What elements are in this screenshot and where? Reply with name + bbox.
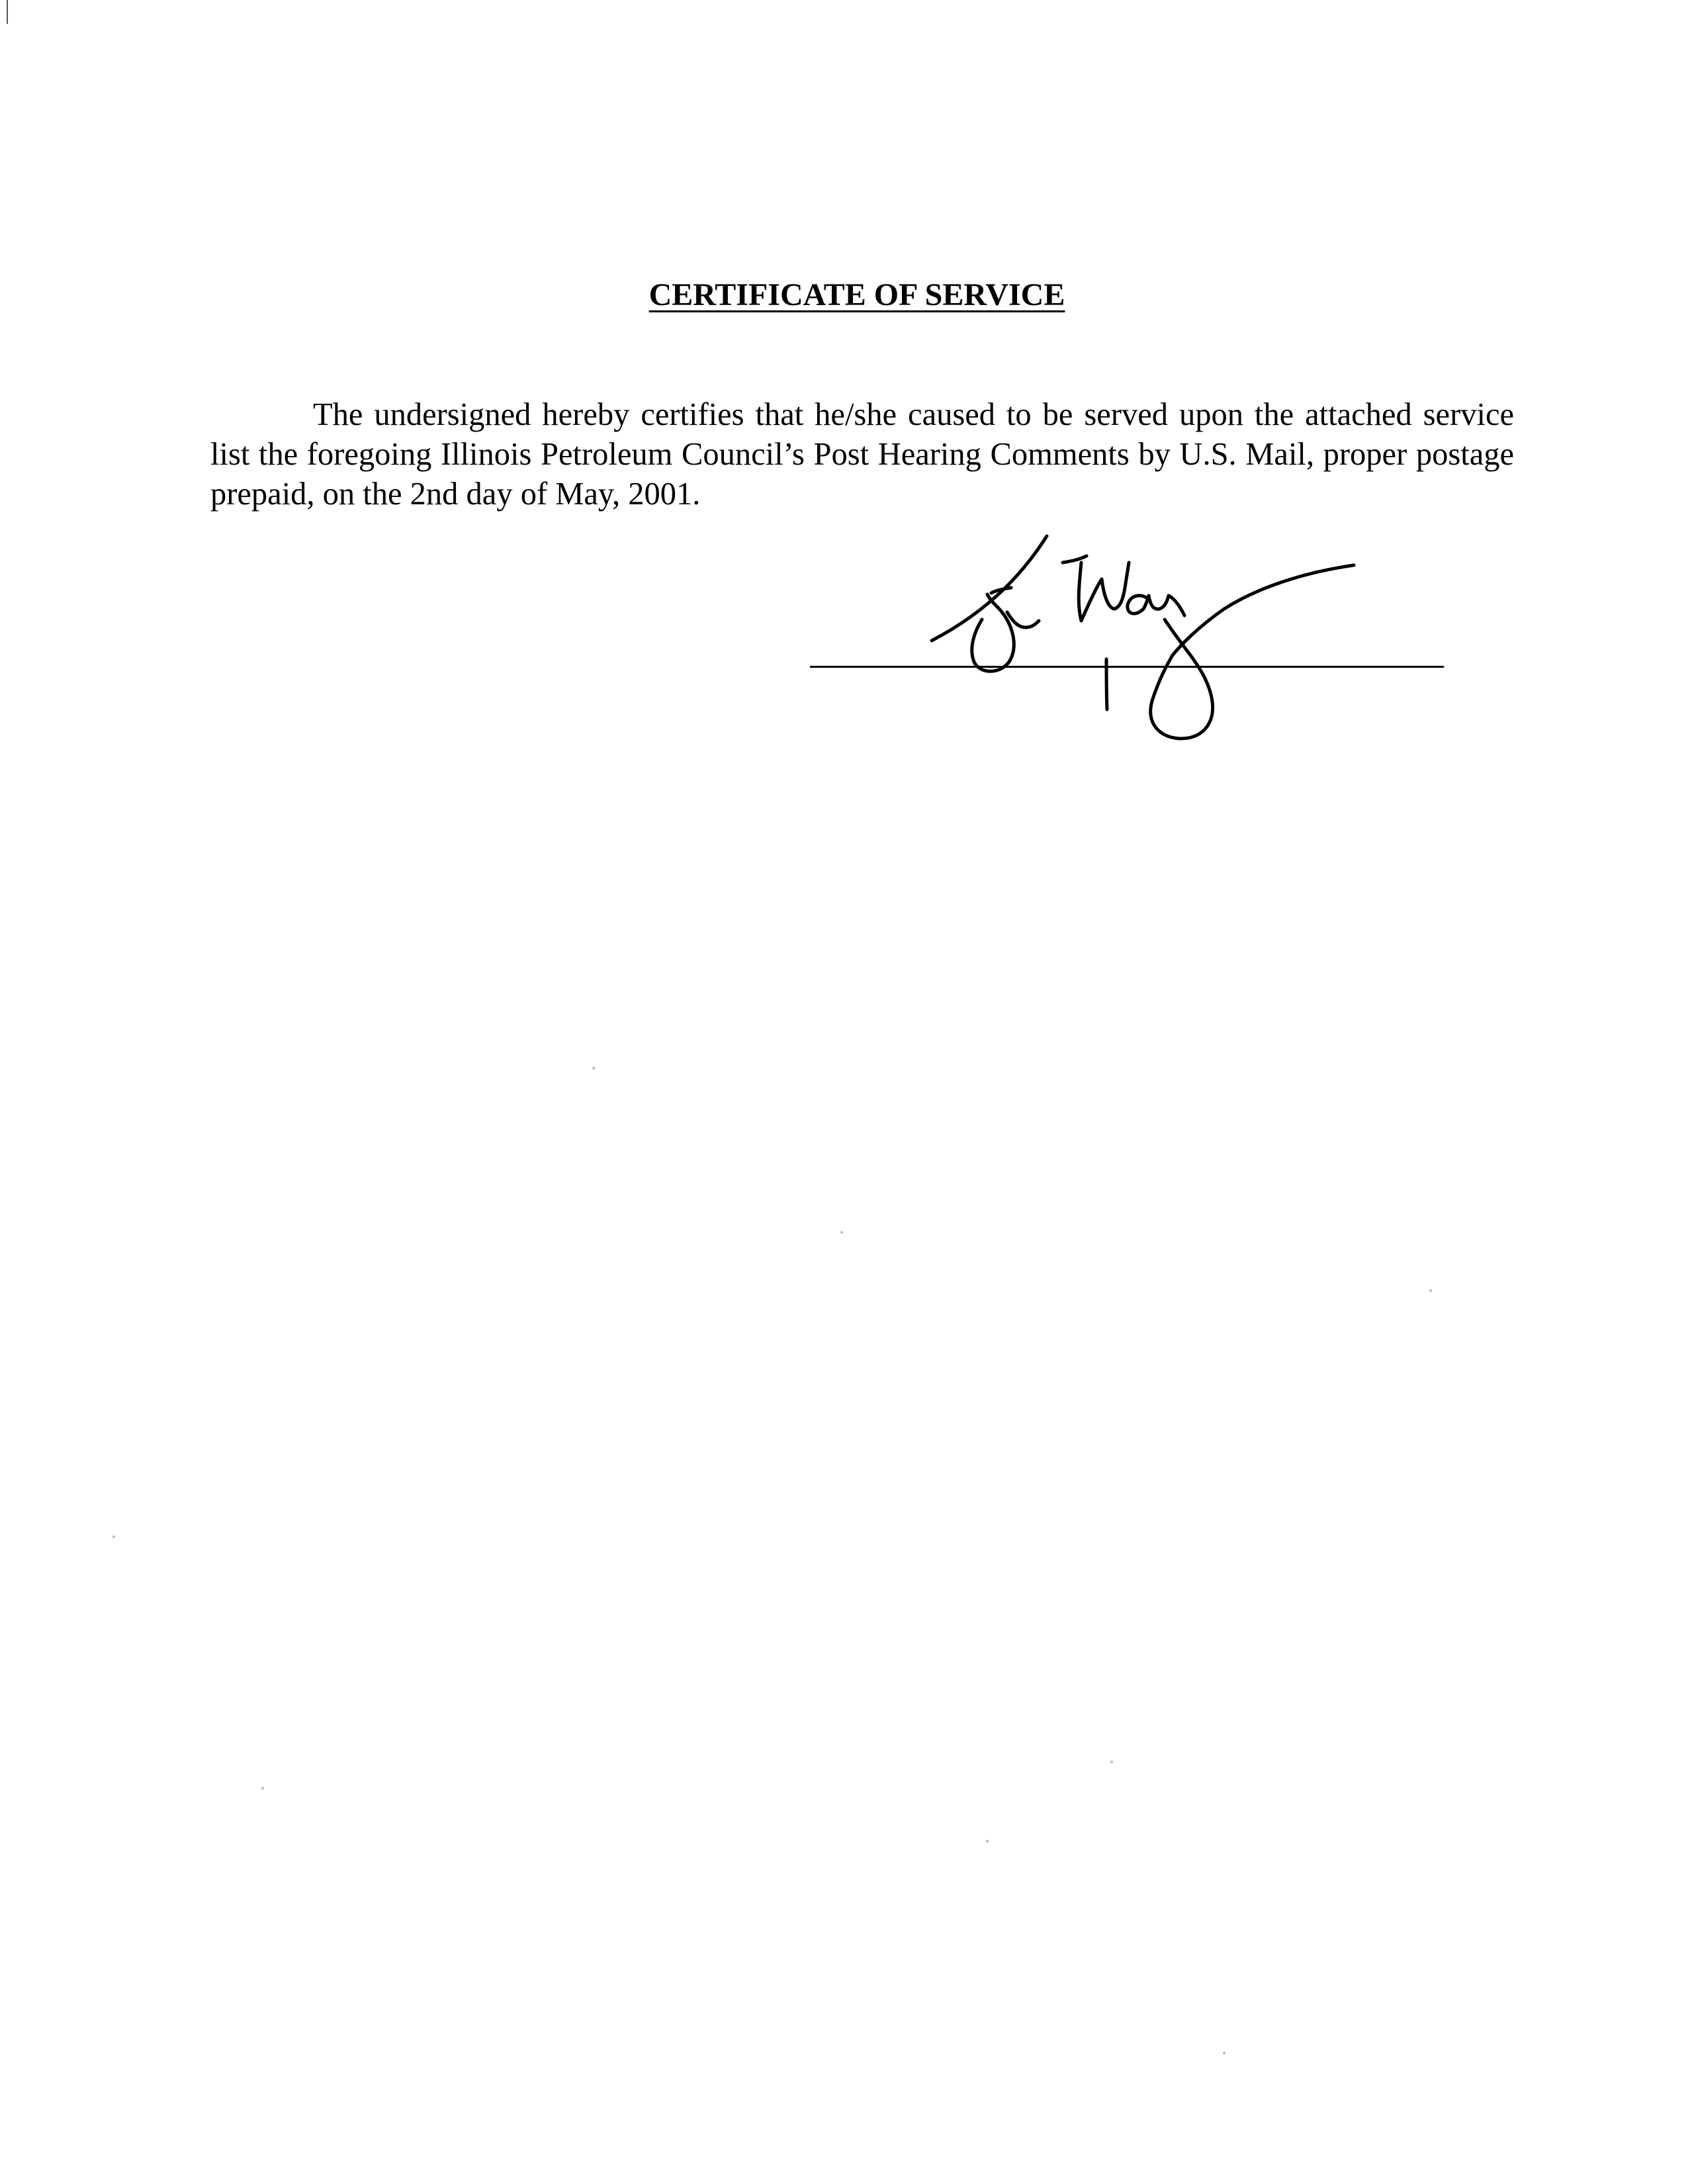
scan-speck	[261, 1787, 264, 1790]
scan-speck	[986, 1840, 989, 1843]
certificate-title: CERTIFICATE OF SERVICE	[648, 277, 1065, 312]
scan-speck	[1223, 2052, 1226, 2054]
scan-margin-mark	[7, 0, 8, 24]
scan-speck	[112, 1535, 115, 1538]
scan-speck	[1110, 1760, 1113, 1763]
scan-speck	[1429, 1289, 1432, 1292]
handwritten-signature	[913, 516, 1390, 768]
scan-speck	[840, 1231, 843, 1234]
scan-speck	[592, 1067, 595, 1069]
certification-paragraph: The undersigned hereby certifies that he/she caused to be served upon the attached service list the foregoing Illinois Petroleum Council’s Post Hearing Comments by U.S. Mail, proper postage prepaid, on the 2nd day of May, 2001.	[210, 397, 1514, 512]
